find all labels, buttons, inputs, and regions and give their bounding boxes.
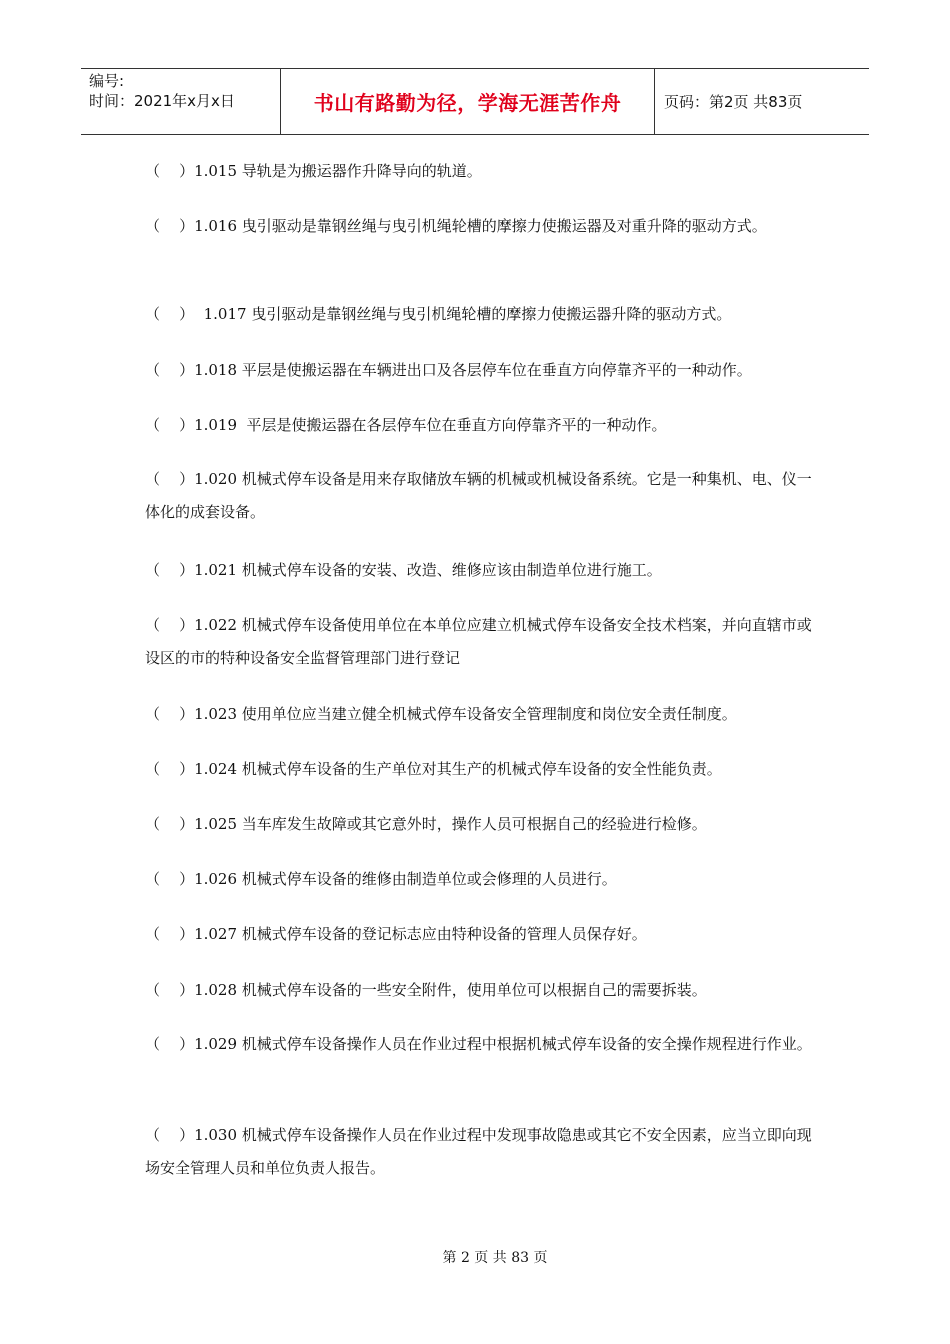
header-motto: 书山有路勤为径，学海无涯苦作舟 xyxy=(281,69,655,134)
question-item: （ ）1.030 机械式停车设备操作人员在作业过程中发现事故隐患或其它不安全因素，应当立即向现场安全管理人员和单位负责人报告。 xyxy=(145,1126,812,1177)
header-meta xyxy=(81,69,281,134)
page-header xyxy=(81,68,869,135)
header-page-info: 页码：第2页 共83页 xyxy=(664,93,803,111)
question-item: （ ） 1.017 曳引驱动是靠钢丝绳与曳引机绳轮槽的摩擦力使搬运器升降的驱动方式。 xyxy=(145,305,732,323)
question-item: （ ）1.016 曳引驱动是靠钢丝绳与曳引机绳轮槽的摩擦力使搬运器及对重升降的驱动方式。 xyxy=(145,217,767,235)
question-item: （ ）1.024 机械式停车设备的生产单位对其生产的机械式停车设备的安全性能负责。 xyxy=(145,760,722,778)
question-item: （ ）1.029 机械式停车设备操作人员在作业过程中根据机械式停车设备的安全操作规程进行作业。 xyxy=(145,1035,812,1053)
question-item: （ ）1.021 机械式停车设备的安装、改造、维修应该由制造单位进行施工。 xyxy=(145,561,662,579)
date-label: 时间：2021年x月x日 xyxy=(89,92,235,110)
question-item: （ ）1.022 机械式停车设备使用单位在本单位应建立机械式停车设备安全技术档案，并向直辖市或设区的市的特种设备安全监督管理部门进行登记 xyxy=(145,616,812,667)
question-item: （ ）1.023 使用单位应当建立健全机械式停车设备安全管理制度和岗位安全责任制度。 xyxy=(145,705,737,723)
question-item: （ ）1.018 平层是使搬运器在车辆进出口及各层停车位在垂直方向停靠齐平的一种动作。 xyxy=(145,361,752,379)
code-label: 编号: xyxy=(89,72,125,90)
question-item: （ ）1.028 机械式停车设备的一些安全附件，使用单位可以根据自己的需要拆装。 xyxy=(145,981,707,999)
question-item: （ ）1.025 当车库发生故障或其它意外时，操作人员可根据自己的经验进行检修。 xyxy=(145,815,707,833)
question-item: （ ）1.019 平层是使搬运器在各层停车位在垂直方向停靠齐平的一种动作。 xyxy=(145,416,667,434)
page-footer: 第 2 页 共 83 页 xyxy=(442,1250,548,1266)
question-item: （ ）1.027 机械式停车设备的登记标志应由特种设备的管理人员保存好。 xyxy=(145,925,647,943)
question-item: （ ）1.015 导轨是为搬运器作升降导向的轨道。 xyxy=(145,162,482,180)
question-item: （ ）1.026 机械式停车设备的维修由制造单位或会修理的人员进行。 xyxy=(145,870,617,888)
question-item: （ ）1.020 机械式停车设备是用来存取储放车辆的机械或机械设备系统。它是一种集机、电、仪一体化的成套设备。 xyxy=(145,470,812,521)
